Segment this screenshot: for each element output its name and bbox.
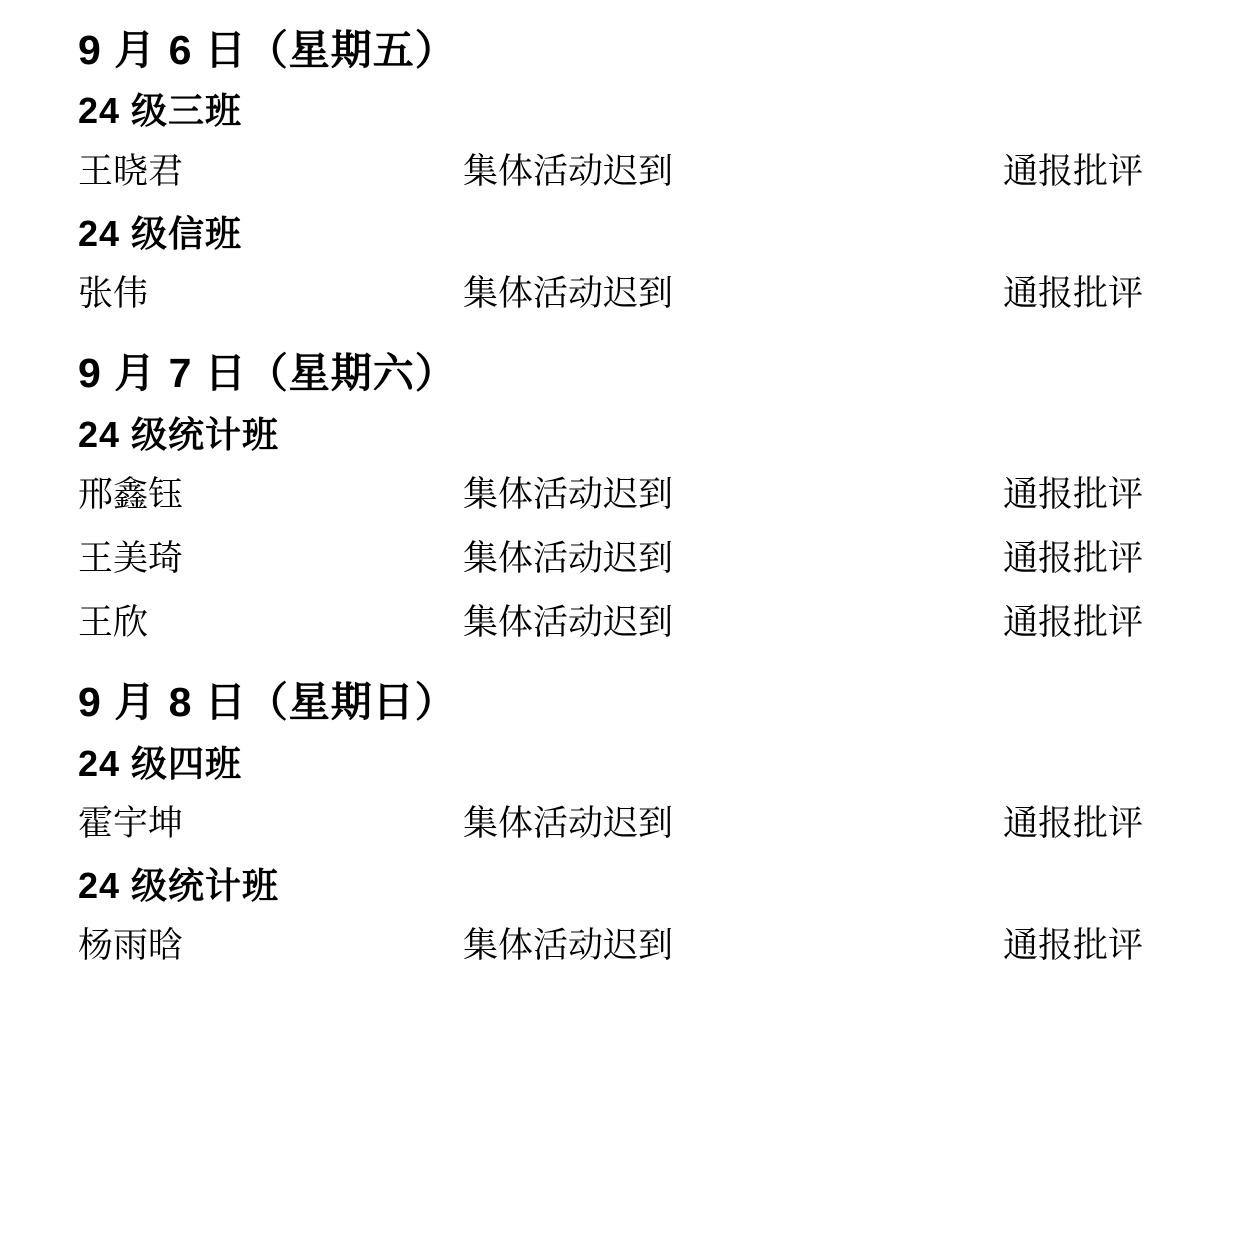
section-spacer [0, 654, 1260, 670]
penalty-action: 通报批评 [1003, 475, 1144, 515]
violation-reason: 集体活动迟到 [463, 926, 674, 966]
penalty-action: 通报批评 [1003, 603, 1144, 643]
student-name: 王美琦 [78, 539, 184, 579]
penalty-action: 通报批评 [1003, 804, 1144, 843]
table-row [0, 261, 1260, 325]
class-heading: 24 级统计班 [78, 865, 280, 906]
class-group [0, 203, 1260, 325]
violation-reason: 集体活动迟到 [463, 274, 674, 314]
table-row [0, 913, 1260, 977]
class-group [0, 404, 1260, 654]
section-spacer [0, 325, 1260, 341]
penalty-action: 通报批评 [1003, 274, 1144, 314]
penalty-action: 通报批评 [1003, 151, 1144, 191]
date-section [0, 341, 1260, 654]
violation-reason: 集体活动迟到 [463, 539, 674, 579]
class-group [0, 80, 1260, 202]
class-heading: 24 级统计班 [78, 413, 280, 455]
table-row [0, 590, 1260, 654]
class-group [0, 855, 1260, 977]
penalty-action: 通报批评 [1003, 926, 1144, 966]
penalty-action: 通报批评 [1003, 539, 1144, 579]
date-section [0, 18, 1260, 325]
class-heading: 24 级信班 [78, 212, 243, 254]
violation-reason: 集体活动迟到 [463, 475, 674, 515]
student-name: 张伟 [78, 274, 149, 314]
student-name: 王晓君 [78, 151, 184, 191]
date-section [0, 670, 1260, 977]
violation-reason: 集体活动迟到 [463, 151, 674, 191]
class-heading: 24 级三班 [78, 90, 243, 132]
date-heading: 9 月 7 日（星期六） [78, 350, 457, 397]
date-heading: 9 月 6 日（星期五） [78, 27, 457, 73]
violation-reason: 集体活动迟到 [463, 804, 674, 843]
table-row [0, 526, 1260, 590]
class-heading: 24 级四班 [78, 742, 243, 784]
date-heading: 9 月 8 日（星期日） [78, 679, 457, 726]
violation-reason: 集体活动迟到 [463, 603, 674, 643]
student-name: 邢鑫钰 [78, 475, 184, 515]
student-name: 霍宇坤 [78, 804, 184, 843]
table-row [0, 139, 1260, 203]
student-name: 杨雨晗 [78, 926, 184, 966]
table-row [0, 462, 1260, 526]
student-name: 王欣 [78, 603, 149, 643]
table-row [0, 791, 1260, 855]
class-group [0, 733, 1260, 855]
